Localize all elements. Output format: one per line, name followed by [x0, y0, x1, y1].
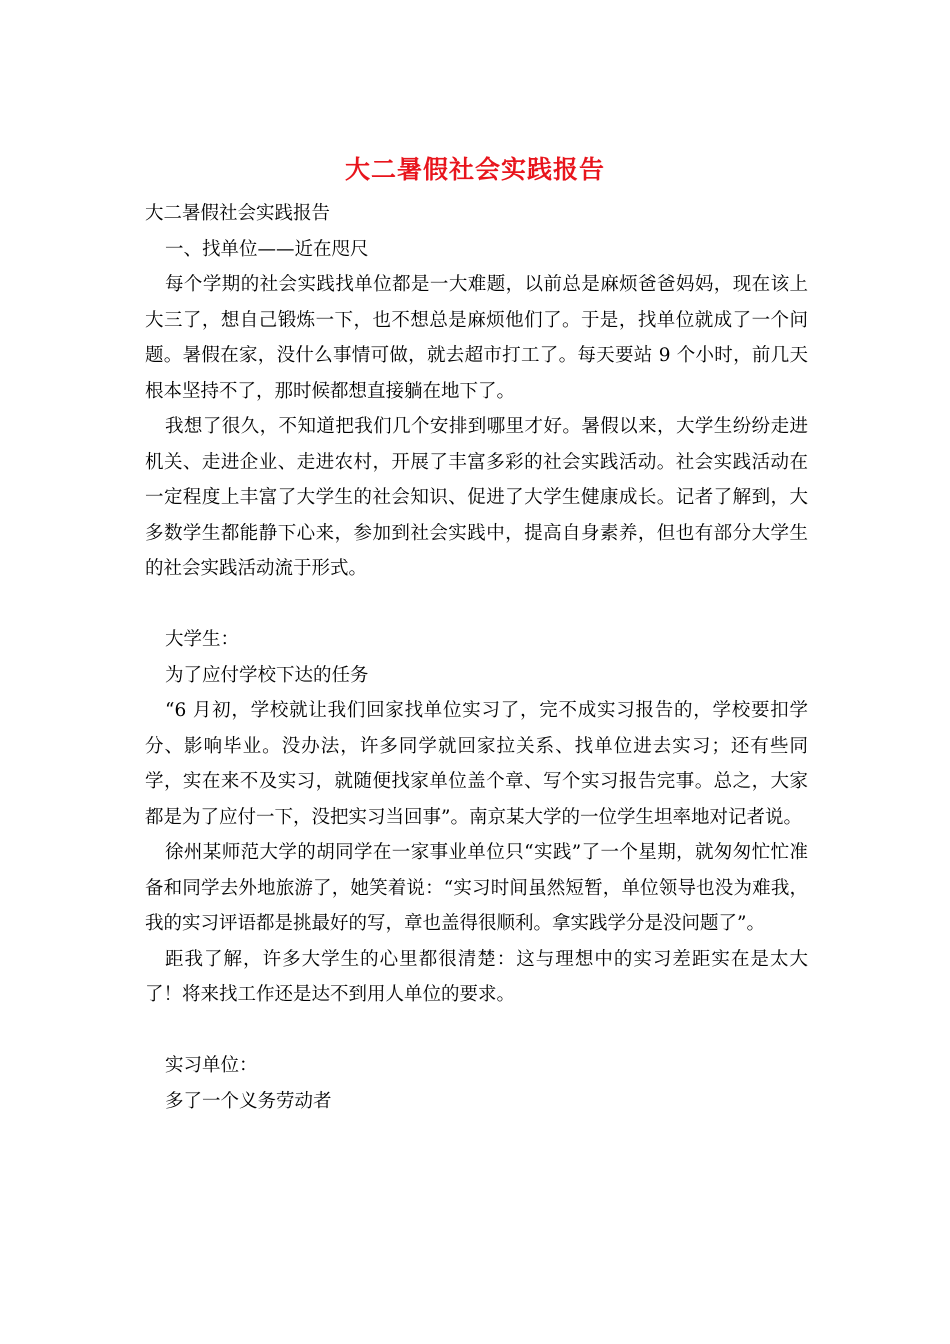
- blank-line: [145, 1013, 808, 1049]
- paragraph-subtitle: 大二暑假社会实践报告: [145, 203, 331, 224]
- paragraph-subheading: 多了一个义务劳动者: [165, 1090, 332, 1112]
- paragraph-subheading: 为了应付学校下达的任务: [165, 664, 369, 686]
- document-body: [145, 196, 808, 1119]
- blank-line: [145, 587, 808, 623]
- paragraph-body: 每个学期的社会实践找单位都是一大难题，以前总是麻烦爸爸妈妈，现在该上大三了，想自己锻炼一下，也不想总是麻烦他们了。于是，找单位就成了一个问题。暑假在家，没什么事情可做，就去超市打工了。每天要站 9 个小时，前几天根本坚持不了，那时候都想直接躺在地下了。: [145, 274, 808, 402]
- paragraph-body: 我想了很久，不知道把我们几个安排到哪里才好。暑假以来，大学生纷纷走进机关、走进企业、走进农村，开展了丰富多彩的社会实践活动。社会实践活动在一定程度上丰富了大学生的社会知识、促进了大学生健康成长。记者了解到，大多数学生都能静下心来，参加到社会实践中，提高自身素养，但也有部分大学生的社会实践活动流于形式。: [145, 416, 808, 579]
- paragraph-body: 距我了解，许多大学生的心里都很清楚：这与理想中的实习差距实在是太大了！将来找工作还是达不到用人单位的要求。: [145, 948, 808, 1005]
- document-title: 大二暑假社会实践报告: [344, 155, 605, 184]
- paragraph-body: 徐州某师范大学的胡同学在一家事业单位只“实践”了一个星期，就匆匆忙忙准备和同学去外地旅游了，她笑着说：“实习时间虽然短暂，单位领导也没为难我，我的实习评语都是挑最好的写，章也盖得很顺利。拿实践学分是没问题了”。: [145, 842, 808, 934]
- paragraph-section-heading: 一、找单位——近在咫尺: [165, 238, 369, 260]
- paragraph-subheading: 实习单位：: [165, 1055, 258, 1076]
- paragraph-subheading: 大学生：: [165, 629, 240, 650]
- paragraph-body: “6 月初，学校就让我们回家找单位实习了，完不成实习报告的，学校要扣学分、影响毕业。没办法，许多同学就回家拉关系、找单位进去实习；还有些同学，实在来不及实习，就随便找家单位盖个章、写个实习报告完事。总之，大家都是为了应付一下，没把实习当回事”。南京某大学的一位学生坦率地对记者说。: [145, 700, 808, 828]
